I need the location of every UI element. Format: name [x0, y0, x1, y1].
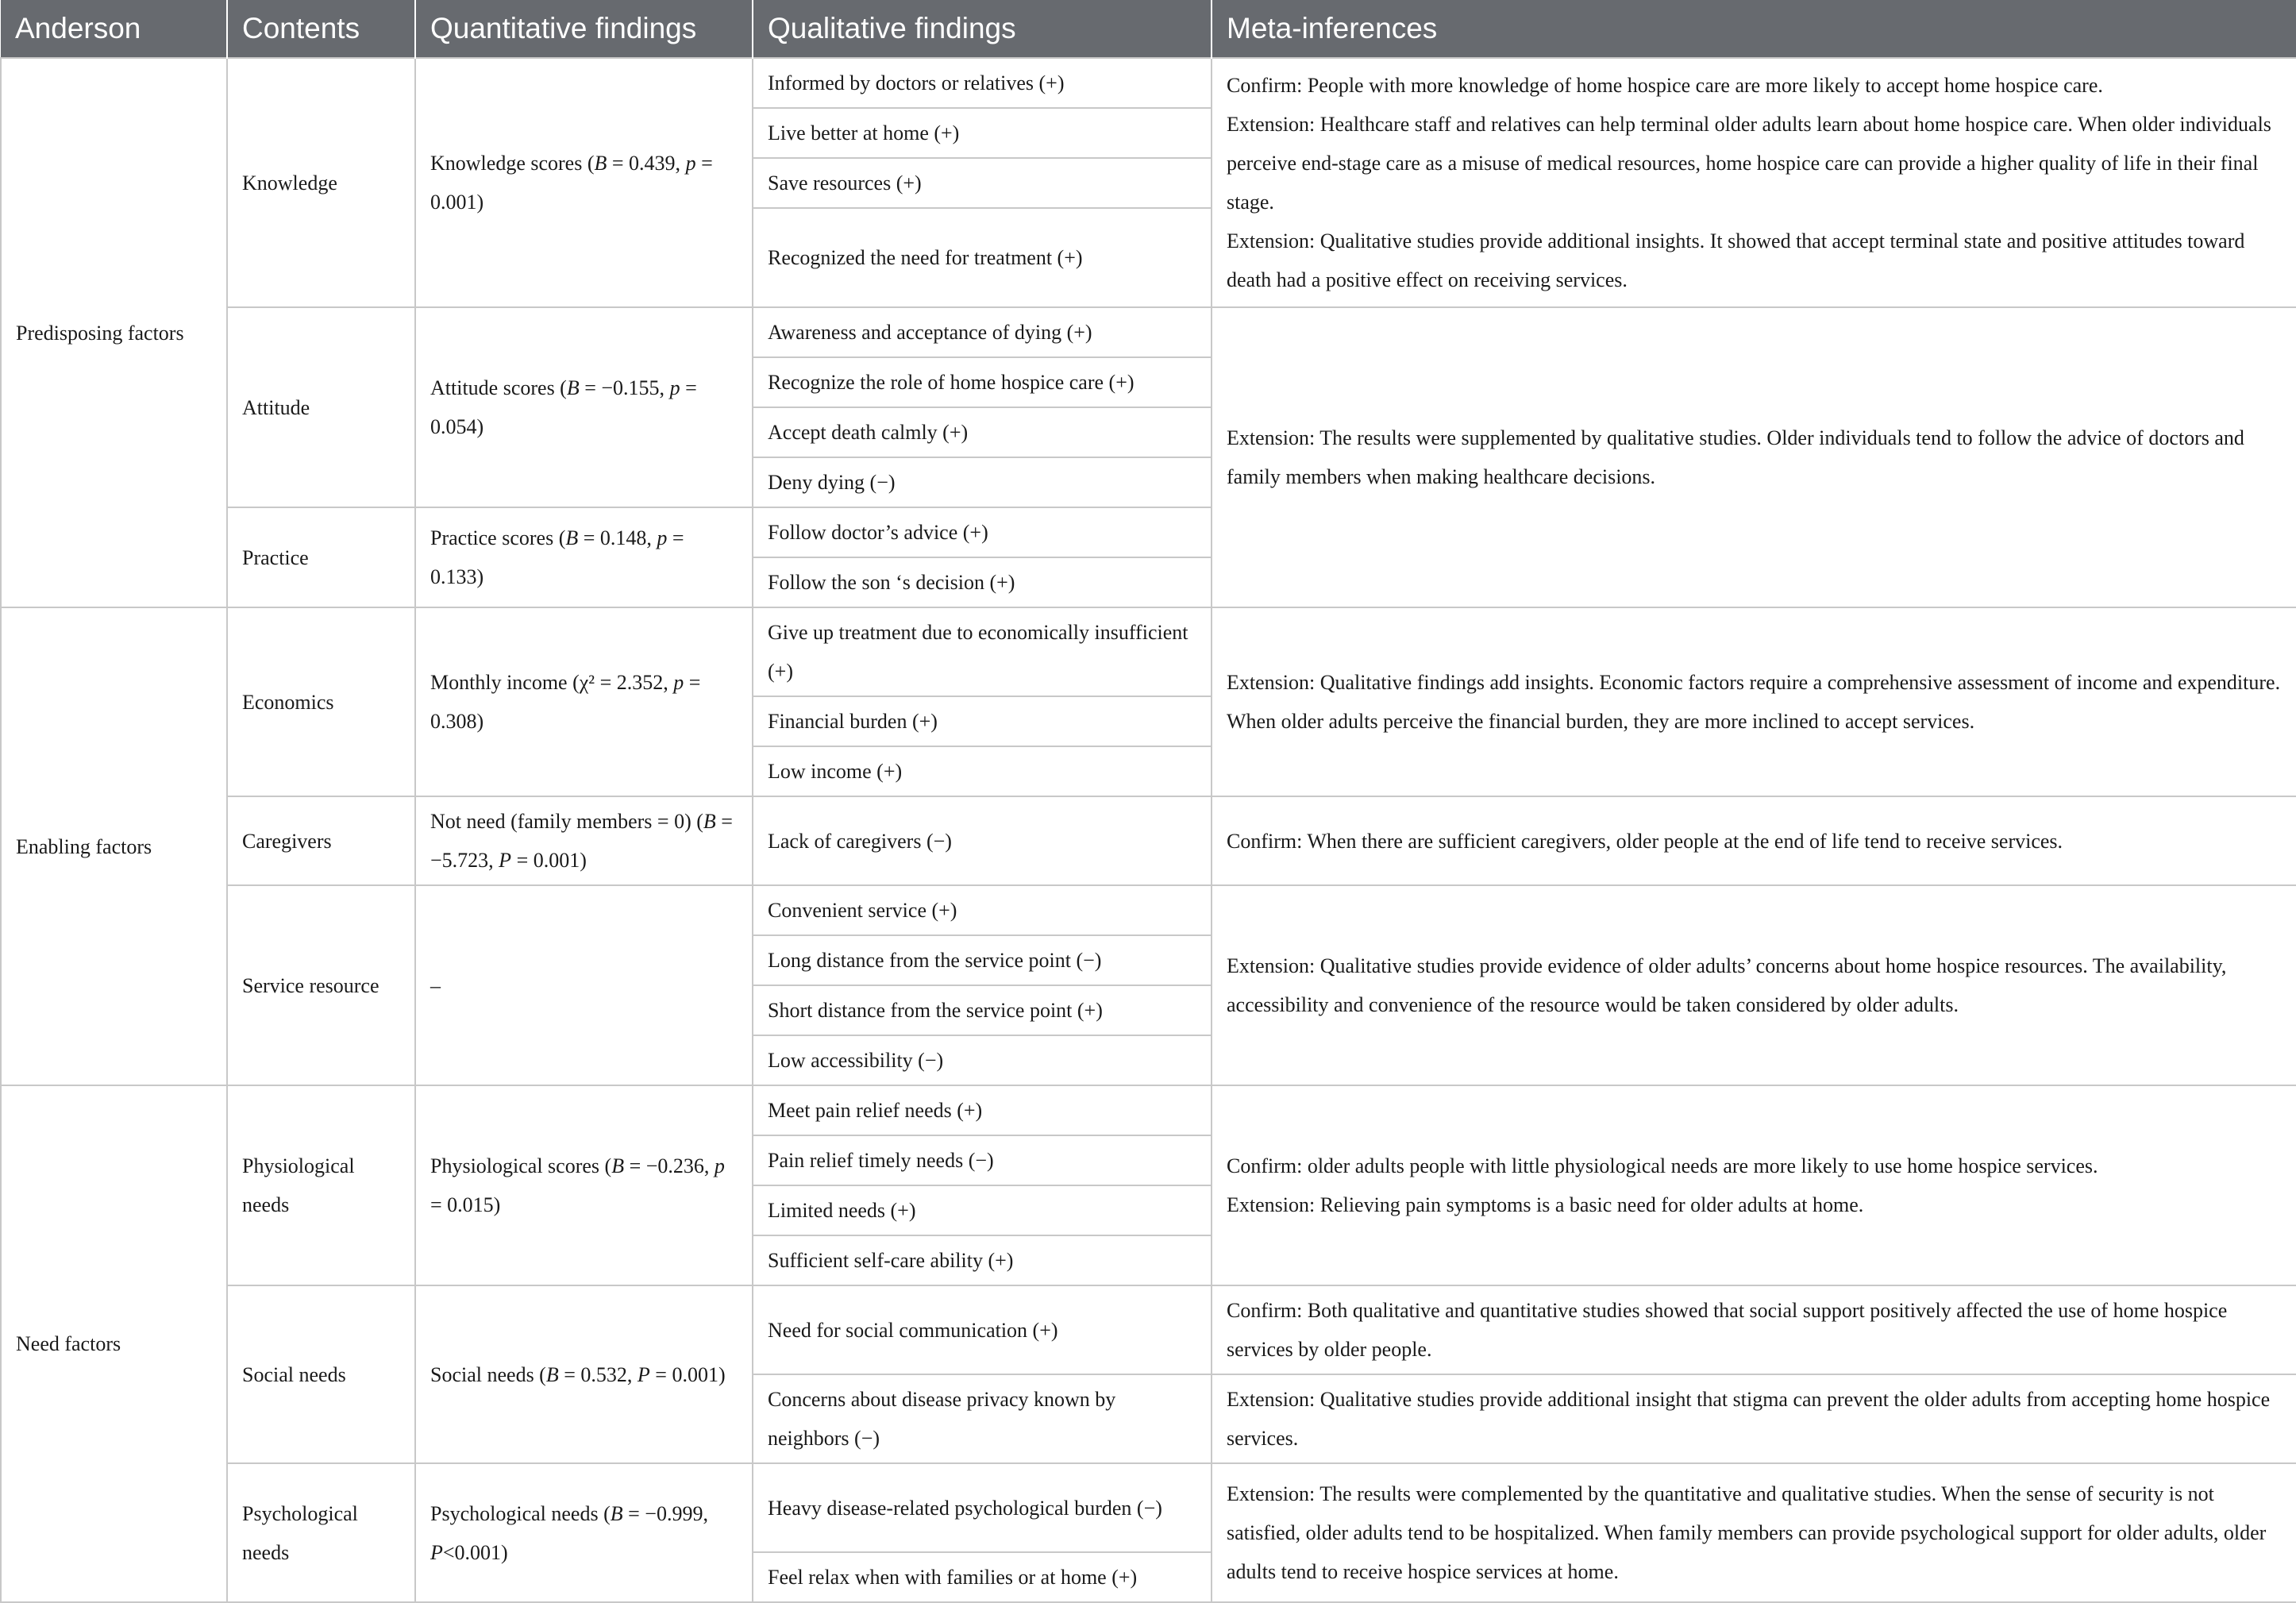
- quant-psychological: Psychological needs (B = −0.999, P<0.001): [415, 1463, 753, 1602]
- meta-line: Extension: Qualitative studies provide additional insights. It showed that accept terminal state and positive attitudes toward death had a positive effect on receiving services.: [1227, 229, 2245, 291]
- qual-item: Informed by doctors or relatives (+): [753, 58, 1212, 108]
- content-economics: Economics: [227, 607, 415, 796]
- meta-physiological: [1212, 1085, 2296, 1285]
- qual-item: Pain relief timely needs (−): [753, 1135, 1212, 1185]
- meta-line: Extension: Healthcare staff and relatives can help terminal older adults learn about home hospice care. When older individuals perceive end-stage care as a misuse of medical resources, home hospice care can provide a higher quality of life in their final stage.: [1227, 113, 2271, 214]
- qual-item: Financial burden (+): [753, 696, 1212, 746]
- table-row: [1, 1463, 2296, 1552]
- content-service-resource: Service resource: [227, 885, 415, 1085]
- qual-item: Sufficient self-care ability (+): [753, 1235, 1212, 1285]
- table-row: [1, 796, 2296, 885]
- content-practice: Practice: [227, 507, 415, 607]
- qual-item: Accept death calmly (+): [753, 407, 1212, 457]
- meta-psychological: Extension: The results were complemented by the quantitative and qualitative studies. When the sense of security is not satisfied, older adults tend to be hospitalized. When family members can provide psychological support for older adults, older adults tend to receive hospice services at home.: [1212, 1463, 2296, 1602]
- meta-caregivers: Confirm: When there are sufficient caregivers, older people at the end of life tend to receive services.: [1212, 796, 2296, 885]
- meta-knowledge: [1212, 58, 2296, 307]
- qual-item: Convenient service (+): [753, 885, 1212, 935]
- header-meta-inferences: Meta-inferences: [1212, 0, 2296, 58]
- table-row: [1, 58, 2296, 108]
- header-contents: Contents: [227, 0, 415, 58]
- qual-item: Short distance from the service point (+): [753, 985, 1212, 1035]
- content-social: Social needs: [227, 1285, 415, 1463]
- quant-practice: Practice scores (B = 0.148, p = 0.133): [415, 507, 753, 607]
- qual-item: Give up treatment due to economically insufficient (+): [753, 607, 1212, 696]
- qual-item: Live better at home (+): [753, 108, 1212, 158]
- meta-social-extension: Extension: Qualitative studies provide additional insight that stigma can prevent the older adults from accepting home hospice services.: [1212, 1374, 2296, 1463]
- qual-item: Concerns about disease privacy known by neighbors (−): [753, 1374, 1212, 1463]
- meta-service-resource: Extension: Qualitative studies provide evidence of older adults’ concerns about home hospice resources. The availability, accessibility and convenience of the resource would be taken considered by older adults.: [1212, 885, 2296, 1085]
- quant-service-resource: –: [415, 885, 753, 1085]
- qual-item: Follow the son ‘s decision (+): [753, 557, 1212, 607]
- table-row: [1, 607, 2296, 696]
- meta-line: Confirm: older adults people with little physiological needs are more likely to use home hospice services.: [1227, 1154, 2098, 1177]
- group-enabling: Enabling factors: [1, 607, 227, 1085]
- header-row: [1, 0, 2296, 58]
- meta-attitude-practice: Extension: The results were supplemented by qualitative studies. Older individuals tend to follow the advice of doctors and family members when making healthcare decisions.: [1212, 307, 2296, 607]
- content-caregivers: Caregivers: [227, 796, 415, 885]
- qual-item: Lack of caregivers (−): [753, 796, 1212, 885]
- group-predisposing: Predisposing factors: [1, 58, 227, 607]
- group-need: Need factors: [1, 1085, 227, 1602]
- meta-line: Confirm: People with more knowledge of home hospice care are more likely to accept home hospice care.: [1227, 74, 2103, 97]
- qual-item: Need for social communication (+): [753, 1285, 1212, 1374]
- qual-item: Deny dying (−): [753, 457, 1212, 507]
- meta-economics: Extension: Qualitative findings add insights. Economic factors require a comprehensive assessment of income and expenditure. When older adults perceive the financial burden, they are more inclined to accept services.: [1212, 607, 2296, 796]
- table-row: [1, 885, 2296, 935]
- header-quantitative: Quantitative findings: [415, 0, 753, 58]
- quant-knowledge: Knowledge scores (B = 0.439, p = 0.001): [415, 58, 753, 307]
- header-qualitative: Qualitative findings: [753, 0, 1212, 58]
- table-row: [1, 307, 2296, 357]
- table-row: [1, 1085, 2296, 1135]
- qual-item: Recognized the need for treatment (+): [753, 208, 1212, 307]
- quant-economics: Monthly income (χ² = 2.352, p = 0.308): [415, 607, 753, 796]
- qual-item: Low income (+): [753, 746, 1212, 796]
- qual-item: Awareness and acceptance of dying (+): [753, 307, 1212, 357]
- content-attitude: Attitude: [227, 307, 415, 507]
- qual-item: Heavy disease-related psychological burden (−): [753, 1463, 1212, 1552]
- quant-caregivers: Not need (family members = 0) (B = −5.723, P = 0.001): [415, 796, 753, 885]
- quant-social: Social needs (B = 0.532, P = 0.001): [415, 1285, 753, 1463]
- content-knowledge: Knowledge: [227, 58, 415, 307]
- qual-item: Limited needs (+): [753, 1185, 1212, 1235]
- table-row: [1, 1285, 2296, 1374]
- qual-item: Low accessibility (−): [753, 1035, 1212, 1085]
- content-psychological: Psychological needs: [227, 1463, 415, 1602]
- quant-physiological: Physiological scores (B = −0.236, p = 0.015): [415, 1085, 753, 1285]
- qual-item: Recognize the role of home hospice care (+): [753, 357, 1212, 407]
- qual-item: Feel relax when with families or at home (+): [753, 1552, 1212, 1602]
- qual-item: Long distance from the service point (−): [753, 935, 1212, 985]
- meta-line: Extension: Relieving pain symptoms is a basic need for older adults at home.: [1227, 1193, 1864, 1216]
- qual-item: Save resources (+): [753, 158, 1212, 208]
- content-physiological: Physiological needs: [227, 1085, 415, 1285]
- qual-item: Meet pain relief needs (+): [753, 1085, 1212, 1135]
- quant-attitude: Attitude scores (B = −0.155, p = 0.054): [415, 307, 753, 507]
- header-anderson: Anderson: [1, 0, 227, 58]
- meta-social-confirm: Confirm: Both qualitative and quantitative studies showed that social support positively affected the use of home hospice services by older people.: [1212, 1285, 2296, 1374]
- qual-item: Follow doctor’s advice (+): [753, 507, 1212, 557]
